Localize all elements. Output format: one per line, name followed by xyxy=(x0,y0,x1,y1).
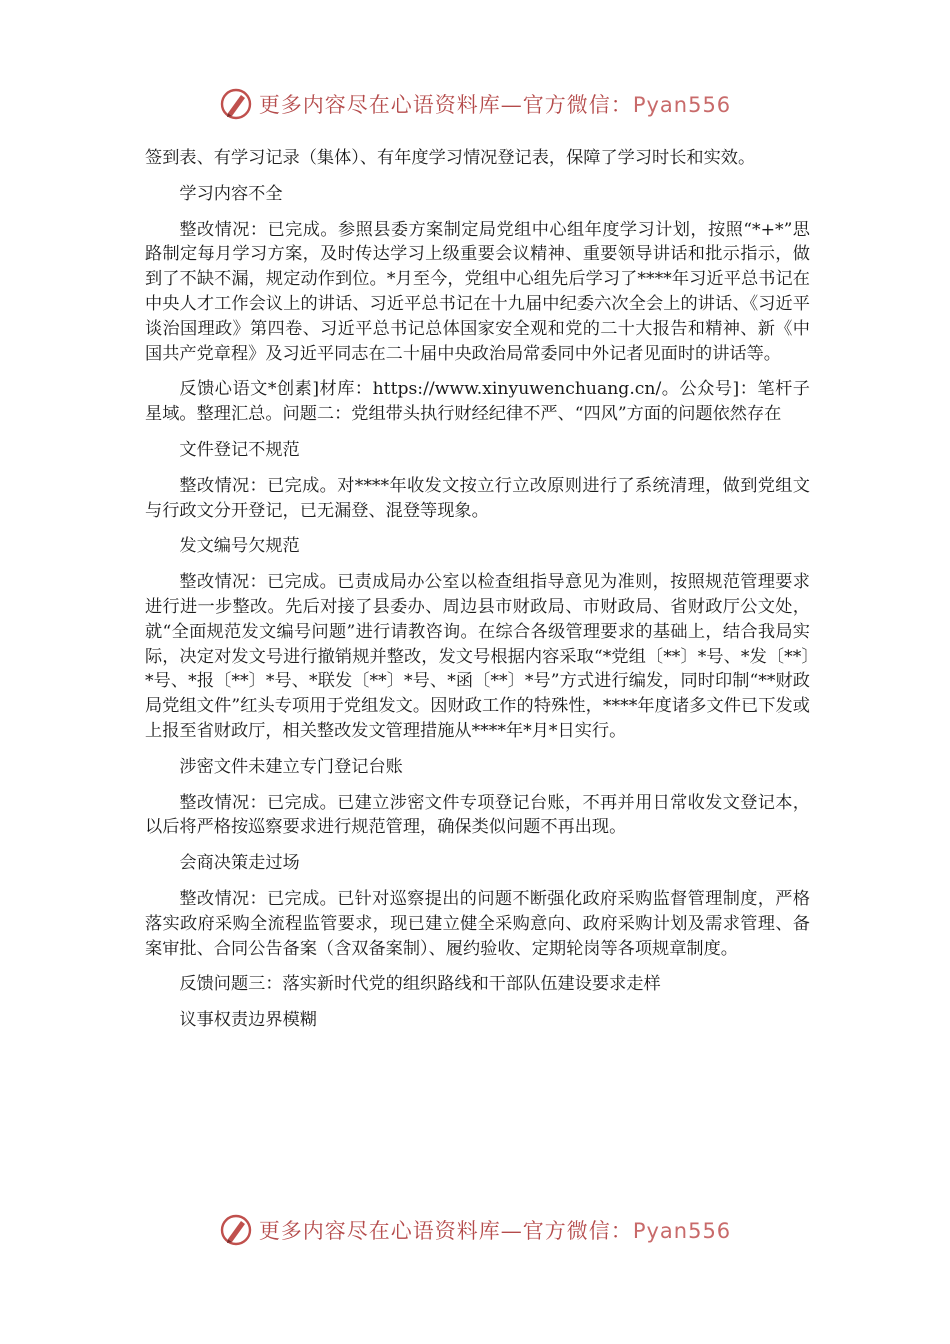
body-paragraph: 整改情况：已完成。已责成局办公室以检查组指导意见为准则，按照规范管理要求进行进一步整改。先后对接了县委办、周边县市财政局、市财政局、省财政厅公文处，就“全面规范发文编号问题”进行请教咨询。在综合各级管理要求的基础上，结合我局实际，决定对发文号进行撤销规并整改，发文号根据内容采取“*党组〔**〕*号、*发〔**〕*号、*报〔**〕*号、*联发〔**〕*号、*函〔**〕*号”方式进行编发，同时印制“**财政局党组文件”红头专项用于党组发文。因财政工作的特殊性，****年度诸多文件已下发或上报至省财政厅，相关整改发文管理措施从****年*月*日实行。 xyxy=(145,572,810,741)
section-heading: 会商决策走过场 xyxy=(179,853,300,874)
document-body xyxy=(145,146,810,1044)
pen-logo-icon xyxy=(219,1213,253,1247)
section-heading: 议事权责边界模糊 xyxy=(179,1010,317,1031)
section-heading: 发文编号欠规范 xyxy=(179,536,300,557)
body-paragraph: 整改情况：已完成。对****年收发文按立行立改原则进行了系统清理，做到党组文与行政文分开登记，已无漏登、混登等现象。 xyxy=(145,475,810,521)
body-paragraph: 整改情况：已完成。已建立涉密文件专项登记台账，不再并用日常收发文登记本，以后将严格按巡察要求进行规范管理，确保类似问题不再出现。 xyxy=(145,792,810,838)
watermark-text: 更多内容尽在心语资料库—官方微信：Pyan556 xyxy=(258,93,732,117)
body-paragraph: 签到表、有学习记录（集体）、有年度学习情况登记表，保障了学习时长和实效。 xyxy=(145,148,756,168)
wechat-id: Pyan556 xyxy=(632,93,732,117)
section-heading: 涉密文件未建立专门登记台账 xyxy=(179,756,403,777)
footer-watermark-banner xyxy=(0,1208,950,1252)
section-heading: 文件登记不规范 xyxy=(179,439,300,460)
watermark-text: 更多内容尽在心语资料库—官方微信：Pyan556 xyxy=(258,1219,732,1243)
header-watermark-banner xyxy=(0,82,950,126)
body-paragraph: 整改情况：已完成。已针对巡察提出的问题不断强化政府采购监督管理制度，严格落实政府采购全流程监管要求，现已建立健全采购意向、政府采购计划及需求管理、备案审批、合同公告备案（含双备案制）、履约验收、定期轮岗等各项规章制度。 xyxy=(145,888,810,959)
pen-logo-icon xyxy=(219,87,253,121)
body-paragraph: 反馈心语文*创素]材库：https://www.xinyuwenchuang.cn/。公众号]：笔杆子星域。整理汇总。问题二：党组带头执行财经纪律不严、“四风”方面的问题依然存在 xyxy=(145,379,810,425)
section-heading: 学习内容不全 xyxy=(179,183,283,204)
section-heading: 反馈问题三：落实新时代党的组织路线和干部队伍建设要求走样 xyxy=(179,974,661,995)
wechat-id: Pyan556 xyxy=(632,1219,732,1243)
body-paragraph: 整改情况：已完成。参照县委方案制定局党组中心组年度学习计划，按照“*+*”思路制定每月学习方案，及时传达学习上级重要会议精神、重要领导讲话和批示指示，做到了不缺不漏，规定动作到位。*月至今，党组中心组先后学习了****年习近平总书记在中央人才工作会议上的讲话、习近平总书记在十九届中纪委六次全会上的讲话、《习近平谈治国理政》第四卷、习近平总书记总体国家安全观和党的二十大报告和精神、新《中国共产党章程》及习近平同志在二十届中央政治局常委同中外记者见面时的讲话等。 xyxy=(145,219,810,364)
